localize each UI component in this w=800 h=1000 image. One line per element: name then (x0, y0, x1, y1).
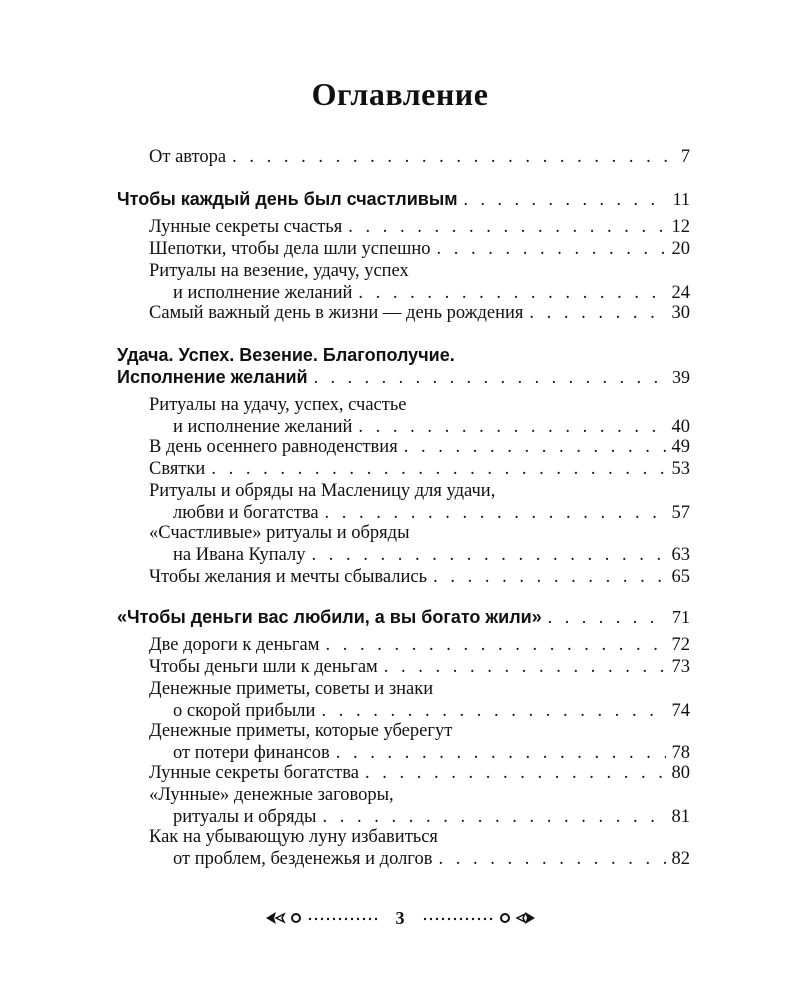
toc-entry[interactable] (149, 656, 690, 678)
toc-page-number: 12 (671, 217, 690, 237)
toc-entry[interactable] (173, 742, 690, 764)
dot-leader (322, 806, 665, 828)
toc-entry-line: «Лунные» денежные заговоры, (149, 785, 394, 805)
toc-entry[interactable] (173, 848, 690, 870)
toc-entry[interactable] (149, 302, 690, 324)
dot-leader (321, 700, 665, 722)
page-number: 3 (395, 907, 405, 928)
toc-entry-line: Удача. Успех. Везение. Благополучие. (117, 345, 455, 365)
toc-page-number: 81 (671, 807, 690, 827)
toc-entry-title: Святки (149, 459, 206, 479)
toc-page-number: 11 (672, 189, 690, 209)
toc-entry-line: Денежные приметы, советы и знаки (149, 679, 434, 699)
page-footer (250, 904, 550, 932)
toc-entry-title: ритуалы и обряды (173, 807, 317, 827)
dot-leader (438, 848, 665, 870)
dot-leader (336, 742, 666, 764)
toc-page-number: 74 (671, 701, 690, 721)
toc-entry-title: Лунные секреты богатства (149, 763, 359, 783)
toc-entry-line: Ритуалы и обряды на Масленицу для удачи, (149, 481, 496, 501)
toc-page-number: 7 (680, 147, 690, 167)
dot-leader (433, 566, 665, 588)
toc-page-number: 20 (671, 239, 690, 259)
toc-page-number: 71 (672, 607, 690, 627)
dot-leader (348, 216, 665, 238)
toc-section[interactable] (117, 366, 690, 388)
toc-entry[interactable] (149, 634, 690, 656)
dot-leader (548, 606, 666, 628)
toc-page-number: 40 (671, 417, 690, 437)
toc-entry[interactable] (173, 502, 690, 524)
toc-entry[interactable] (173, 806, 690, 828)
toc-entry-title: От автора (149, 147, 227, 167)
toc-entry[interactable] (149, 146, 690, 168)
toc-entry-title: Две дороги к деньгам (149, 635, 320, 655)
dot-leader (529, 302, 665, 324)
toc-entry-title: Чтобы желания и мечты сбывались (149, 567, 428, 587)
dot-leader (365, 762, 666, 784)
toc-entry[interactable] (149, 238, 690, 260)
dot-leader (312, 544, 666, 566)
toc-entry-title: любви и богатства (173, 503, 319, 523)
toc-entry-line: Ритуалы на везение, удачу, успех (149, 261, 409, 281)
toc-page-number: 78 (671, 743, 690, 763)
toc-page-number: 24 (671, 283, 690, 303)
toc-entry-title: Чтобы каждый день был счастливым (117, 189, 458, 209)
toc-entry-line: Денежные приметы, которые уберегут (149, 721, 453, 741)
toc-entry-title: от потери финансов (173, 743, 330, 763)
toc-section[interactable] (117, 606, 690, 628)
toc-page-number: 39 (672, 367, 690, 387)
toc-page-number: 49 (671, 437, 690, 457)
dot-leader (325, 502, 666, 524)
toc-entry[interactable] (173, 416, 690, 438)
toc-entry-title: и исполнение желаний (173, 417, 353, 437)
toc-entry[interactable] (173, 282, 690, 304)
toc-entry-title: о скорой прибыли (173, 701, 316, 721)
toc-page-number: 30 (671, 303, 690, 323)
toc-page-number: 82 (671, 849, 690, 869)
toc-entry-line: Как на убывающую луну избавиться (149, 827, 438, 847)
toc-page-number: 72 (671, 635, 690, 655)
toc-entry[interactable] (173, 700, 690, 722)
toc-entry-line: Ритуалы на удачу, успех, счастье (149, 395, 407, 415)
toc-entry[interactable] (149, 762, 690, 784)
dot-leader (437, 238, 666, 260)
toc-page-number: 63 (671, 545, 690, 565)
toc-entry[interactable] (149, 566, 690, 588)
right-ornament-icon (417, 910, 537, 926)
dot-leader (384, 656, 666, 678)
toc-entry[interactable] (173, 544, 690, 566)
toc-page-number: 57 (671, 503, 690, 523)
dot-leader (211, 458, 665, 480)
toc-entry-title: «Чтобы деньги вас любили, а вы богато жили» (117, 607, 542, 627)
toc-entry[interactable] (149, 216, 690, 238)
toc-entry[interactable] (149, 436, 690, 458)
dot-leader (464, 188, 667, 210)
dot-leader (232, 146, 675, 168)
toc-entry-title: от проблем, безденежья и долгов (173, 849, 433, 869)
toc-entry-title: В день осеннего равноденствия (149, 437, 398, 457)
toc-entry-title: Самый важный день в жизни — день рождения (149, 303, 524, 323)
toc-section[interactable] (117, 188, 690, 210)
toc-page-number: 53 (671, 459, 690, 479)
toc-entry-title: Лунные секреты счастья (149, 217, 343, 237)
dot-leader (325, 634, 665, 656)
toc-page-number: 65 (671, 567, 690, 587)
toc-entry-title: Чтобы деньги шли к деньгам (149, 657, 378, 677)
toc-page-number: 73 (671, 657, 690, 677)
toc-entry-title: Исполнение желаний (117, 367, 308, 387)
dot-leader (358, 282, 665, 304)
dot-leader (314, 366, 666, 388)
left-ornament-icon (264, 910, 384, 926)
toc-entry-title: Шепотки, чтобы дела шли успешно (149, 239, 431, 259)
toc-entry-title: и исполнение желаний (173, 283, 353, 303)
toc-entry-title: на Ивана Купалу (173, 545, 306, 565)
toc-entry-line: «Счастливые» ритуалы и обряды (149, 523, 410, 543)
dot-leader (358, 416, 665, 438)
toc-entry[interactable] (149, 458, 690, 480)
dot-leader (404, 436, 666, 458)
page-title: Оглавление (311, 76, 489, 112)
toc-page-number: 80 (671, 763, 690, 783)
